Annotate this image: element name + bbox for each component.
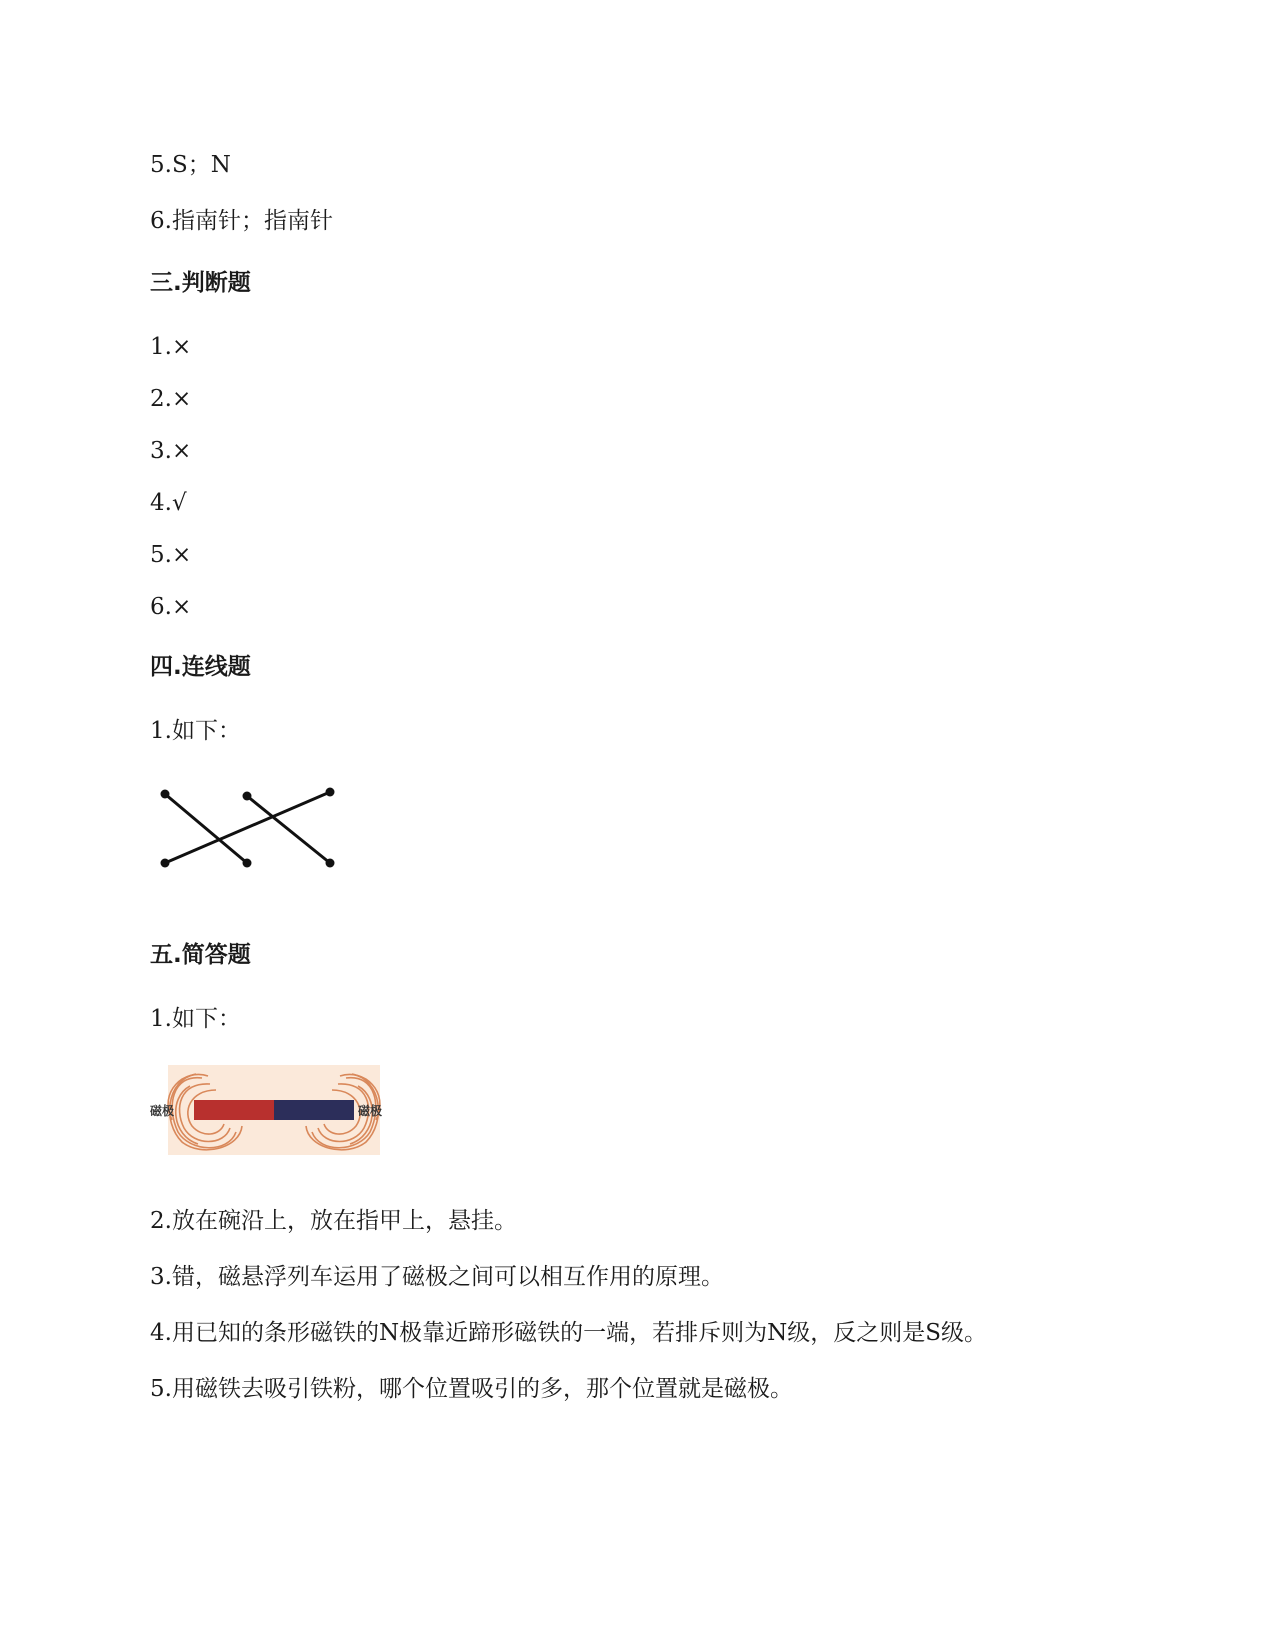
section-heading-judgement: 三.判断题 [150,270,251,296]
magnet-blue-half [274,1100,354,1120]
section-heading-short-answer: 五.简答题 [150,942,251,968]
connector-dot [243,859,252,868]
matching-answer-intro: 1.如下： [150,718,241,744]
short-answer-3: 3.错，磁悬浮列车运用了磁极之间可以相互作用的原理。 [150,1264,724,1290]
section-heading-matching: 四.连线题 [150,654,251,680]
short-answer-4: 4.用已知的条形磁铁的N极靠近蹄形磁铁的一端，若排斥则为N级，反之则是S级。 [150,1320,987,1346]
judgement-answer-3: 3.× [150,438,192,464]
short-answer-2: 2.放在碗沿上，放在指甲上，悬挂。 [150,1208,517,1234]
fill-answer-6: 6.指南针；指南针 [150,208,333,234]
connector-dot [243,792,252,801]
magnet-right-label: 磁极 [358,1104,383,1118]
connector-dot [161,859,170,868]
magnet-red-half [194,1100,274,1120]
connector-dot [326,859,335,868]
connector-line-3 [165,792,330,863]
judgement-answer-2: 2.× [150,386,192,412]
judgement-answer-4: 4.√ [150,490,187,516]
short-answer-5: 5.用磁铁去吸引铁粉，哪个位置吸引的多，那个位置就是磁极。 [150,1376,793,1402]
connector-dot [161,790,170,799]
connector-line-2 [247,796,330,863]
judgement-answer-6: 6.× [150,594,192,620]
bar-magnet-field-figure [150,1062,390,1158]
matching-lines-figure [150,780,340,870]
fill-answer-5: 5.S；N [150,152,231,178]
connector-line-1 [165,794,247,863]
judgement-answer-1: 1.× [150,334,192,360]
magnet-left-label: 磁极 [150,1104,175,1118]
connector-dot [326,788,335,797]
judgement-answer-5: 5.× [150,542,192,568]
short-answer-intro: 1.如下： [150,1006,241,1032]
